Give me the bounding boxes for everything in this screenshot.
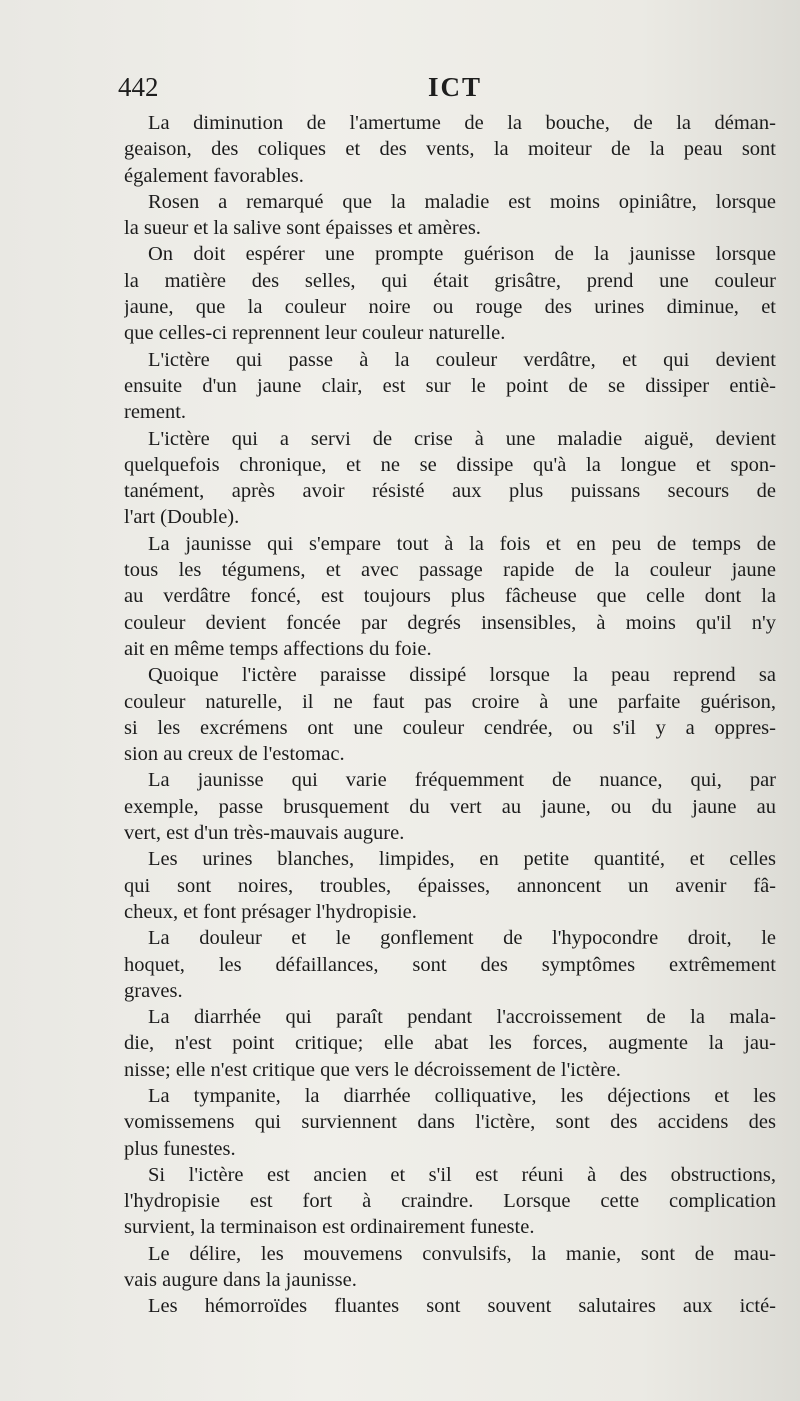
text-line: la sueur et la salive sont épaisses et amères. bbox=[124, 217, 481, 240]
paragraph bbox=[124, 1162, 776, 1241]
text-line: La douleur et le gonflement de l'hypocondre droit, le bbox=[148, 927, 776, 950]
text-line: jaune, que la couleur noire ou rouge des urines diminue, et bbox=[124, 296, 776, 319]
text-line: La jaunisse qui s'empare tout à la fois et en peu de temps de bbox=[148, 532, 776, 555]
text-line: quelquefois chronique, et ne se dissipe qu'à la longue et spon- bbox=[124, 453, 776, 476]
text-line: tanément, après avoir résisté aux plus puissans secours de bbox=[124, 480, 776, 503]
text-line: l'art (Double). bbox=[124, 506, 240, 529]
text-line: Les urines blanches, limpides, en petite quantité, et celles bbox=[148, 848, 776, 871]
text-line: vomissemens qui surviennent dans l'ictère, sont des accidens des bbox=[124, 1111, 776, 1134]
text-line: ensuite d'un jaune clair, est sur le point de se dissiper entiè- bbox=[124, 374, 776, 397]
page-header bbox=[118, 72, 770, 106]
text-line: graves. bbox=[124, 979, 183, 1002]
paragraph bbox=[124, 347, 776, 426]
paragraph bbox=[124, 767, 776, 846]
text-line: Le délire, les mouvemens convulsifs, la manie, sont de mau- bbox=[148, 1242, 776, 1265]
text-line: que celles-ci reprennent leur couleur naturelle. bbox=[124, 322, 506, 345]
text-line: plus funestes. bbox=[124, 1137, 236, 1160]
text-line: au verdâtre foncé, est toujours plus fâcheuse que celle dont la bbox=[124, 585, 776, 608]
text-line: couleur devient foncée par degrés insensibles, à moins qu'il n'y bbox=[124, 611, 776, 634]
text-line: La diminution de l'amertume de la bouche, de la déman- bbox=[148, 112, 776, 134]
text-line: La tympanite, la diarrhée colliquative, les déjections et les bbox=[148, 1084, 776, 1107]
text-line: La diarrhée qui paraît pendant l'accroissement de la mala- bbox=[148, 1006, 776, 1029]
text-line: L'ictère qui a servi de crise à une maladie aiguë, devient bbox=[148, 427, 776, 450]
paragraph bbox=[124, 241, 776, 346]
paragraph bbox=[124, 189, 776, 242]
paragraph bbox=[124, 426, 776, 531]
text-line: vais augure dans la jaunisse. bbox=[124, 1269, 357, 1292]
text-line: rement. bbox=[124, 401, 187, 424]
text-line: la matière des selles, qui était grisâtre, prend une couleur bbox=[124, 269, 776, 292]
body-text bbox=[124, 110, 776, 1320]
text-line: ait en même temps affections du foie. bbox=[124, 637, 432, 660]
text-line: nisse; elle n'est critique que vers le décroissement de l'ictère. bbox=[124, 1058, 621, 1081]
text-line: hoquet, les défaillances, sont des symptômes extrêmement bbox=[124, 953, 776, 976]
text-line: Rosen a remarqué que la maladie est moins opiniâtre, lorsque bbox=[148, 190, 776, 213]
text-line: die, n'est point critique; elle abat les forces, augmente la jau- bbox=[124, 1032, 776, 1055]
paragraph bbox=[124, 531, 776, 662]
text-line: également favorables. bbox=[124, 164, 304, 187]
text-line: La jaunisse qui varie fréquemment de nuance, qui, par bbox=[148, 769, 776, 792]
text-line: si les excrémens ont une couleur cendrée, ou s'il y a oppres- bbox=[124, 716, 776, 739]
text-line: geaison, des coliques et des vents, la moiteur de la peau sont bbox=[124, 138, 776, 161]
text-line: sion au creux de l'estomac. bbox=[124, 743, 345, 766]
paragraph bbox=[124, 110, 776, 189]
text-line: survient, la terminaison est ordinairement funeste. bbox=[124, 1216, 535, 1239]
paragraph bbox=[124, 662, 776, 767]
text-line: cheux, et font présager l'hydropisie. bbox=[124, 900, 417, 923]
text-line: exemple, passe brusquement du vert au jaune, ou du jaune au bbox=[124, 795, 776, 818]
paragraph bbox=[124, 1083, 776, 1162]
page-number: 442 bbox=[118, 72, 159, 102]
paragraph bbox=[124, 1241, 776, 1294]
paragraph bbox=[124, 1004, 776, 1083]
text-line: Quoique l'ictère paraisse dissipé lorsque la peau reprend sa bbox=[148, 664, 776, 687]
text-line: L'ictère qui passe à la couleur verdâtre, et qui devient bbox=[148, 348, 776, 371]
text-line: Si l'ictère est ancien et s'il est réuni à des obstructions, bbox=[148, 1163, 776, 1186]
running-head: ICT bbox=[428, 72, 483, 102]
text-line: qui sont noires, troubles, épaisses, annoncent un avenir fâ- bbox=[124, 874, 776, 897]
text-line: l'hydropisie est fort à craindre. Lorsque cette complication bbox=[124, 1190, 776, 1213]
paragraph bbox=[124, 925, 776, 1004]
paragraph bbox=[124, 1293, 776, 1319]
paragraph bbox=[124, 846, 776, 925]
text-line: On doit espérer une prompte guérison de la jaunisse lorsque bbox=[148, 243, 776, 266]
text-line: Les hémorroïdes fluantes sont souvent salutaires aux icté- bbox=[148, 1295, 776, 1318]
text-line: vert, est d'un très-mauvais augure. bbox=[124, 822, 405, 845]
text-line: couleur naturelle, il ne faut pas croire à une parfaite guérison, bbox=[124, 690, 776, 713]
text-line: tous les tégumens, et avec passage rapide de la couleur jaune bbox=[124, 559, 776, 582]
